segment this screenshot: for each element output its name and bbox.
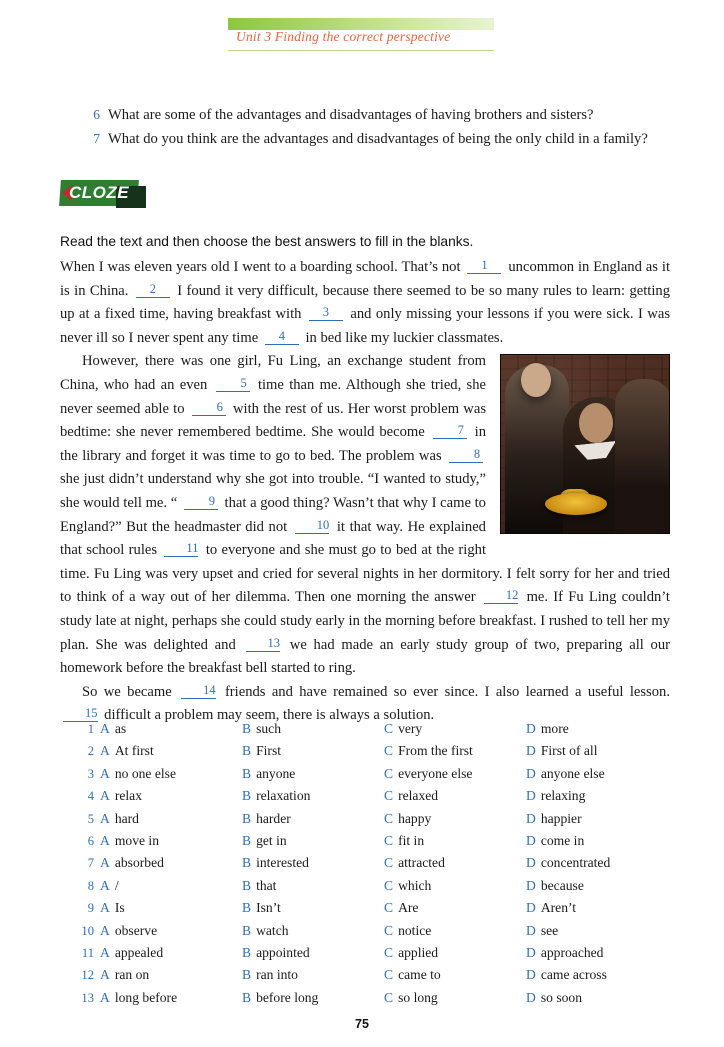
option-choice-c[interactable] [384,964,526,985]
option-text: appealed [114,945,164,961]
option-choice-d[interactable] [526,785,668,806]
option-choice-c[interactable] [384,987,526,1008]
option-choice-b[interactable] [242,785,384,806]
passage-text: in the library and forget it was time to go to bed. The problem was [60,424,486,464]
passage-text: me. If Fu Ling couldn’t study late at night, perhaps she could study early in the morning before breakfast. I rushed to tell her my plan. She was delighted and [60,589,670,653]
option-text: come in [540,833,585,849]
passage-text: we had made an early study group of two, preparing all our homework before the breakfast bell started to ring. [60,636,671,677]
question-text: What are some of the advantages and disadvantages of having brothers and sisters? [108,107,594,123]
option-letter: D [526,922,536,938]
option-letter: D [526,967,536,983]
option-choice-a[interactable] [100,852,242,873]
option-choice-a[interactable] [100,785,242,806]
option-text: ran into [256,967,298,983]
option-letter: C [384,967,394,983]
option-letter: D [526,788,536,804]
option-choice-d[interactable] [526,942,668,963]
option-text: happy [398,810,432,826]
option-row [72,875,672,897]
option-choice-c[interactable] [384,897,526,918]
option-text: ran on [114,967,150,983]
option-letter: D [526,765,536,781]
option-choice-d[interactable] [526,830,668,851]
option-letter: A [100,877,110,893]
option-text: get in [256,833,287,849]
option-choice-b[interactable] [242,875,384,896]
blank-13[interactable]: 13 [246,635,281,652]
option-letter: B [242,989,252,1005]
page-number: 75 [355,1017,369,1031]
blank-3[interactable]: 3 [309,304,343,321]
option-row-number: 4 [87,789,94,804]
option-row [72,942,672,964]
option-choice-a[interactable] [100,920,242,941]
option-choice-a[interactable] [100,875,242,896]
option-row [72,830,672,852]
option-text: applied [398,945,439,961]
option-choice-a[interactable] [100,740,242,761]
option-text: First of all [540,743,598,759]
option-choice-c[interactable] [384,875,526,896]
passage-text: that a good thing? Wasn’t that why I came to England?” But the headmaster did not [60,494,486,535]
option-row-number: 13 [81,990,94,1005]
option-letter: D [526,945,536,961]
blank-11[interactable]: 11 [164,540,198,557]
option-row-number: 11 [81,946,94,961]
option-choice-b[interactable] [242,830,384,851]
option-text: Aren’t [540,900,577,916]
option-text: long before [114,989,178,1005]
option-choice-d[interactable] [526,964,668,985]
option-text: relaxation [256,788,311,804]
question-text: What do you think are the advantages and disadvantages of being the only child in a family? [108,131,648,147]
option-choice-d[interactable] [526,718,668,739]
chapter-title: Unit 3 Finding the correct perspective [236,29,451,44]
passage-text: difficult a problem may seem, there is always a solution. [104,707,435,724]
option-letter: D [526,833,536,849]
blank-10[interactable]: 10 [295,517,330,534]
option-row [72,897,672,919]
option-text: came to [398,967,441,983]
blank-1[interactable]: 1 [467,257,501,274]
option-letter: C [384,721,394,736]
passage-text: However, there was one girl, Fu Ling, an exchange student from China, who had an even [60,353,486,393]
option-row-number: 2 [87,744,94,759]
option-letter: B [242,721,252,736]
photo-figure-right [615,379,670,533]
option-letter: B [242,945,252,961]
option-choice-b[interactable] [242,920,384,941]
option-text: move in [114,833,160,849]
passage-paragraph-2 [60,350,670,680]
passage-text: in bed like my luckier classmates. [305,329,504,346]
passage-text: uncommon in England as it is in China. [60,259,670,299]
blank-12[interactable]: 12 [484,587,519,604]
option-text: so soon [540,989,582,1005]
option-choice-d[interactable] [526,740,668,761]
passage-text: When I was eleven years old I went to a boarding school. That’s not [60,259,461,275]
option-letter: C [384,945,394,961]
option-letter: D [526,877,536,893]
option-choice-d[interactable] [526,763,668,784]
question-list [84,104,684,152]
blank-15[interactable]: 15 [63,705,98,722]
option-letter: A [100,967,110,983]
option-row-number: 7 [87,856,94,871]
option-choice-b[interactable] [242,852,384,873]
cloze-section-badge [60,180,148,214]
option-letter: B [242,765,252,781]
blank-7[interactable]: 7 [433,422,467,439]
option-row-number: 1 [87,722,94,736]
option-text: Is [114,900,125,916]
option-row [72,852,672,874]
option-letter: A [100,743,110,759]
option-choice-d[interactable] [526,852,668,873]
option-text: relax [114,788,142,804]
option-text: watch [256,922,289,938]
option-choice-d[interactable] [526,987,668,1008]
option-text: which [398,877,432,893]
option-letter: C [384,810,394,826]
option-letter: B [242,877,252,893]
option-letter: B [242,900,252,916]
option-text: so long [398,989,438,1005]
option-choice-c[interactable] [384,942,526,963]
option-choice-c[interactable] [384,808,526,829]
option-choice-c[interactable] [384,740,526,761]
option-letter: C [384,900,394,916]
option-letter: D [526,721,536,736]
option-row [72,920,672,942]
option-choice-b[interactable] [242,763,384,784]
option-choice-b[interactable] [242,808,384,829]
option-choice-c[interactable] [384,785,526,806]
option-choice-a[interactable] [100,718,242,739]
option-text: anyone [256,765,296,781]
option-row-number: 12 [81,968,94,983]
option-choice-b[interactable] [242,897,384,918]
passage-text: So we became [82,683,172,700]
passage-text: it that way. He explained that school rules [60,518,486,559]
option-text: before long [256,989,319,1005]
option-text: as [114,721,127,736]
option-choice-b[interactable] [242,718,384,739]
option-letter: C [384,877,394,893]
option-row-number: 5 [87,811,94,826]
option-text: everyone else [398,765,473,781]
passage-paragraph-1 [60,256,670,350]
option-text: Are [398,900,419,916]
option-letter: A [100,788,110,804]
blank-5[interactable]: 5 [216,375,250,392]
option-choice-c[interactable] [384,920,526,941]
option-letter: A [100,855,110,871]
option-choice-b[interactable] [242,740,384,761]
blank-4[interactable]: 4 [265,328,299,345]
option-letter: C [384,765,394,781]
cloze-badge-label: CLOZE [69,183,130,202]
option-text: such [256,721,281,736]
answer-options-table [72,718,672,1009]
option-text: concentrated [540,855,611,871]
option-letter: B [242,922,252,938]
option-letter: B [242,810,252,826]
option-letter: A [100,810,110,826]
option-row [72,740,672,762]
option-letter: B [242,855,252,871]
passage-text: friends and have remained so ever since. I also learned a useful lesson. [224,683,670,700]
option-text: no one else [114,765,176,781]
option-letter: A [100,765,110,781]
option-choice-d[interactable] [526,897,668,918]
option-letter: C [384,855,394,871]
option-letter: C [384,833,394,849]
chapter-header [228,18,494,54]
option-text: see [540,922,559,938]
option-letter: A [100,922,110,938]
question-item [84,128,684,150]
option-text: At first [114,743,154,759]
option-choice-d[interactable] [526,920,668,941]
classroom-photo [500,354,670,534]
option-letter: A [100,900,110,916]
option-letter: D [526,989,536,1005]
option-text: interested [256,855,309,871]
option-choice-b[interactable] [242,942,384,963]
option-text: came across [540,967,607,983]
option-letter: D [526,900,536,916]
option-text: Isn’t [256,900,281,916]
option-letter: D [526,855,536,871]
option-text: more [540,721,569,736]
passage-text: time than me. Although she tried, she never seemed able to [60,376,487,417]
blank-8[interactable]: 8 [449,446,483,463]
blank-2[interactable]: 2 [136,281,170,298]
option-choice-a[interactable] [100,942,242,963]
option-text: From the first [398,743,473,759]
option-letter: A [100,989,110,1005]
option-text: anyone else [540,765,605,781]
passage-text: she just didn’t understand why she got into trouble. “I wanted to study,” she would tell me. “ [60,471,486,511]
option-row-number: 10 [81,923,94,938]
option-text: / [114,877,119,893]
option-letter: D [526,810,536,826]
option-text: relaxed [398,788,439,804]
blank-6[interactable]: 6 [192,399,226,416]
option-letter: B [242,833,252,849]
option-text: very [398,721,423,736]
option-text: because [540,877,584,893]
passage-text: and only missing your lessons if you were sick. I was never ill so I never spent any time [60,306,671,346]
option-row-number: 8 [87,878,94,893]
option-text: appointed [256,945,310,961]
option-text: hard [114,810,139,826]
option-text: happier [540,810,582,826]
question-item [84,104,684,126]
option-letter: B [242,743,252,759]
option-choice-a[interactable] [100,763,242,784]
option-row-number: 9 [87,901,94,916]
option-text: absorbed [114,855,164,871]
option-row [72,987,672,1009]
option-choice-c[interactable] [384,763,526,784]
option-letter: B [242,967,252,983]
blank-14[interactable]: 14 [181,682,216,699]
passage-text: to everyone and she must go to bed at the right time. Fu Ling was very upset and cried for several nights in her dormitory. I felt sorry for her and tried to think of a way out of her dilemma. Then one morning the answer [60,542,670,606]
option-letter: A [100,721,110,736]
option-row-number: 3 [87,766,94,781]
option-text: that [256,877,277,893]
option-choice-d[interactable] [526,808,668,829]
option-text: approached [540,945,604,961]
option-letter: C [384,989,394,1005]
cloze-passage [60,256,670,728]
option-letter: B [242,788,252,804]
option-choice-d[interactable] [526,875,668,896]
option-choice-a[interactable] [100,897,242,918]
option-text: notice [398,922,432,938]
option-text: fit in [398,833,425,849]
option-choice-c[interactable] [384,830,526,851]
option-letter: A [100,833,110,849]
question-number: 7 [93,131,100,146]
option-choice-a[interactable] [100,830,242,851]
option-choice-a[interactable] [100,808,242,829]
option-row [72,964,672,986]
passage-text: with the rest of us. Her worst problem was bedtime: she never remembered bedtime. She would become [60,400,487,441]
option-letter: D [526,743,536,759]
option-text: observe [114,922,158,938]
option-letter: C [384,788,394,804]
option-choice-c[interactable] [384,718,526,739]
cloze-instruction: Read the text and then choose the best answers to fill in the blanks. [60,234,474,249]
option-choice-c[interactable] [384,852,526,873]
question-number: 6 [93,107,100,122]
option-text: attracted [398,855,445,871]
option-text: relaxing [540,788,586,804]
option-letter: C [384,922,394,938]
option-row-number: 6 [87,834,94,849]
option-row [72,808,672,830]
passage-text: I found it very difficult, because there seemed to be so many rules to learn: getting up at a fixed time, having breakfast with [60,282,670,323]
blank-9[interactable]: 9 [184,493,218,510]
option-row [72,718,672,740]
option-text: harder [256,810,291,826]
option-choice-a[interactable] [100,964,242,985]
option-text: First [256,743,282,759]
option-letter: A [100,945,110,961]
option-row [72,763,672,785]
option-choice-b[interactable] [242,987,384,1008]
option-letter: C [384,743,394,759]
option-choice-a[interactable] [100,987,242,1008]
option-choice-b[interactable] [242,964,384,985]
option-row [72,785,672,807]
header-rule [228,50,494,51]
